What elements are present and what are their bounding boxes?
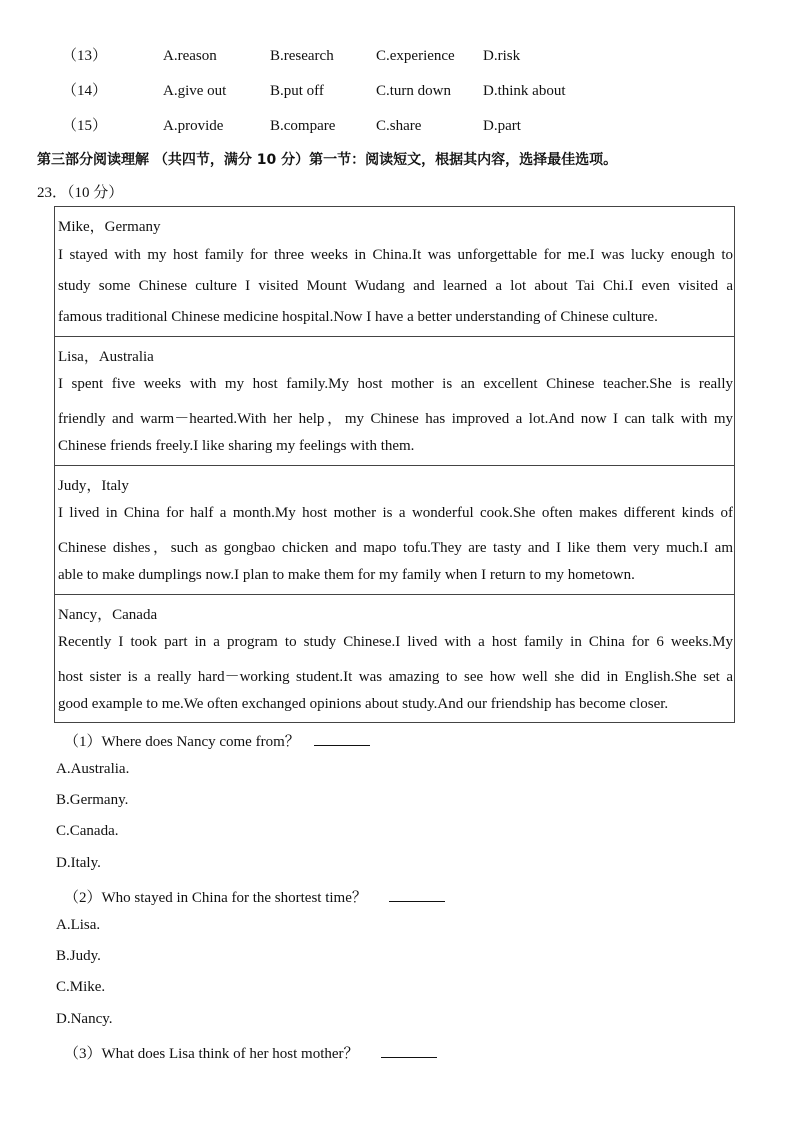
option-d: D.part (483, 118, 521, 134)
question-1 (64, 730, 370, 751)
passage-author: Nancy，Canada (58, 607, 158, 623)
option-b: B.put off (270, 83, 324, 99)
option-a: A.provide (163, 118, 224, 134)
section-title: 第三部分阅读理解 （共四节，满分 10 分）第一节：阅读短文，根据其内容，选择最佳选项。 (37, 152, 618, 168)
passage-line: able to make dumplings now.I plan to make them for my family when I return to my hometown. (58, 567, 635, 583)
option-a: A.give out (163, 83, 227, 99)
option-c: C.turn down (376, 83, 451, 99)
option-d: D.think about (483, 83, 566, 99)
passage-line: Chinese friends freely.I like sharing my feelings with them. (58, 438, 415, 454)
passage-author: Lisa，Australia (58, 349, 154, 365)
option-b: B.research (270, 48, 334, 64)
question-stem: （2）Who stayed in China for the shortest time？ (64, 890, 367, 906)
passage-line: good example to me.We often exchanged opinions about study.And our friendship has become closer. (58, 696, 669, 712)
option-c: C.experience (376, 48, 455, 64)
choice-b: B.Germany. (56, 792, 129, 808)
passage-author: Judy，Italy (58, 478, 129, 494)
passage-cell-lisa (55, 337, 734, 466)
choice-a: A.Australia. (56, 761, 130, 777)
passage-cell-mike (55, 207, 734, 337)
passage-line: Recently I took part in a program to study Chinese.I lived with a host family in China for 6 weeks.My (58, 634, 733, 650)
question-stem: （3）What does Lisa think of her host mother？ (64, 1046, 359, 1062)
option-number: （15） (62, 118, 108, 134)
choice-b: B.Judy. (56, 948, 101, 964)
question-2 (64, 886, 445, 907)
option-b: B.compare (270, 118, 336, 134)
passage-line: friendly and warm－hearted.With her help，my Chinese has improved a lot.And now I can talk with my (58, 411, 733, 427)
passage-line: Chinese dishes，such as gongbao chicken and mapo tofu.They are tasty and I like them very much.I am (58, 540, 733, 556)
option-d: D.risk (483, 48, 521, 64)
passage-line: host sister is a really hard－working student.It was amazing to see how well she did in English.She set a (58, 669, 733, 685)
question-number: 23．（10 分） (37, 185, 124, 201)
answer-blank[interactable] (381, 1043, 437, 1058)
choice-a: A.Lisa. (56, 917, 101, 933)
passage-line: study some Chinese culture I visited Mount Wudang and learned a lot about Tai Chi.I even visited a (58, 278, 733, 294)
answer-blank[interactable] (314, 731, 370, 746)
choice-d: D.Nancy. (56, 1011, 113, 1027)
answer-blank[interactable] (389, 887, 445, 902)
option-a: A.reason (163, 48, 217, 64)
choice-c: C.Mike. (56, 979, 106, 995)
passage-cell-judy (55, 466, 734, 595)
passage-line: I spent five weeks with my host family.My host mother is an excellent Chinese teacher.She is really (58, 376, 733, 392)
passage-line: famous traditional Chinese medicine hospital.Now I have a better understanding of Chinese culture. (58, 309, 658, 325)
passage-table (54, 206, 735, 723)
passage-author: Mike，Germany (58, 219, 161, 235)
choice-d: D.Italy. (56, 855, 101, 871)
option-c: C.share (376, 118, 422, 134)
option-number: （13） (62, 48, 108, 64)
passage-line: I stayed with my host family for three weeks in China.It was unforgettable for me.I was lucky enough to (58, 247, 733, 263)
option-number: （14） (62, 83, 108, 99)
passage-line: I lived in China for half a month.My host mother is a wonderful cook.She often makes different kinds of (58, 505, 733, 521)
question-3 (64, 1042, 437, 1063)
choice-c: C.Canada. (56, 823, 119, 839)
passage-cell-nancy (55, 595, 734, 722)
question-stem: （1）Where does Nancy come from？ (64, 734, 300, 750)
